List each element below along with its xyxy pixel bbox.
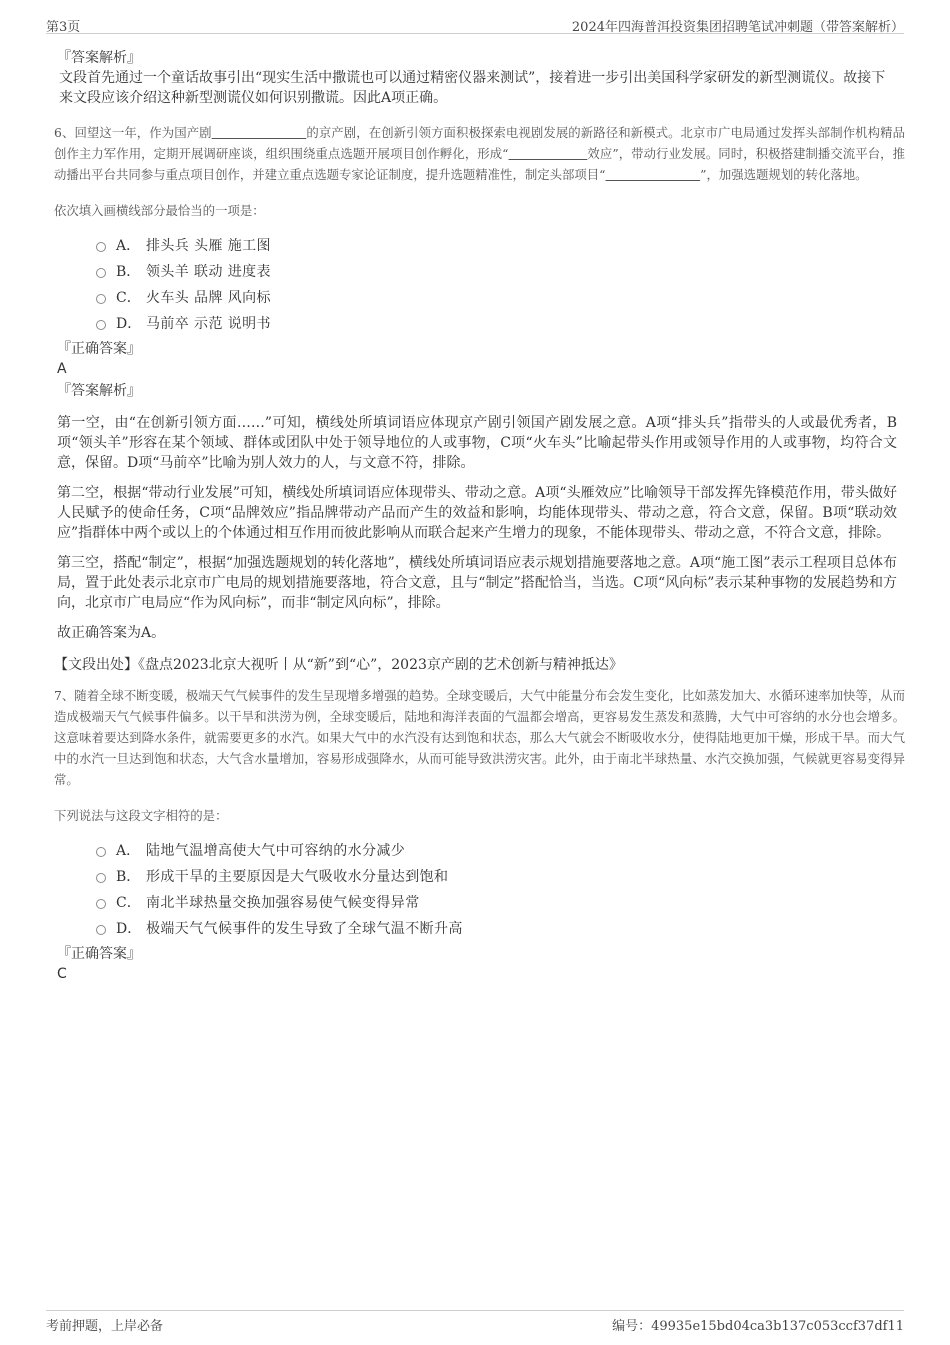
document-title: 2024年四海普洱投资集团招聘笔试冲刺题（带答案解析） bbox=[571, 20, 904, 35]
analysis-label: 『答案解析』 bbox=[57, 50, 141, 66]
option-d[interactable]: D． 极端天气气候事件的发生导致了全球气温不断升高 bbox=[96, 918, 897, 944]
question-6-stem: 6、回望这一年，作为国产剧 的京产剧，在创新引领方面积极探索电视剧发展的新路径和新模式。北京市广电局通过发挥头部制作机构精品创作主力军作用，定期开展调研座谈，组织围绕重点选题开展项目创作孵化，形成“ 效应”，带动行业发展。同时，积极搭建制播交流平台，推动播出平台共同参与重点项目创作，并建立重点选题专家论证制度，提升选题精准性，制定头部项目“ ”，加强选题规划的转化落地。 bbox=[54, 125, 905, 182]
correct-answer: C bbox=[57, 966, 67, 982]
analysis-paragraph-1: 第一空，由“在创新引领方面……”可知，横线处所填词语应体现京产剧引领国产剧发展之意。A项“排头兵”指带头的人或最优秀者，B项“领头羊”形容在某个领域、群体或团队中处于领导地位的人或事物，C项“火车头”比喻起带头作用或领导作用的人或事物，均符合文意，保留。D项“马前卒”比喻为别人效力的人，与文意不符，排除。 bbox=[57, 415, 897, 471]
document-code: 编号：49935e15bd04ca3b137c053ccf37df11 bbox=[612, 1319, 904, 1334]
analysis-paragraph-3: 第三空，搭配“制定”，根据“加强选题规划的转化落地”，横线处所填词语应表示规划措施要落地之意。A项“施工图”表示工程项目总体布局，置于此处表示北京市广电局的规划措施要落地，符合文意，且与“制定”搭配恰当，当选。C项“风向标”表示某种事物的发展趋势和方向，北京市广电局应“作为风向标”，而非“制定风向标”，排除。 bbox=[57, 555, 897, 611]
page-content bbox=[54, 48, 905, 984]
blank-2 bbox=[509, 146, 588, 161]
analysis-text: 文段首先通过一个童话故事引出“现实生活中撒谎也可以通过精密仪器来测试”，接着进一步引出美国科学家研发的新型测谎仪。故接下来文段应该介绍这种新型测谎仪如何识别撒谎。因此A项正确。 bbox=[59, 70, 886, 106]
page-number: 第3页 bbox=[46, 20, 81, 35]
option-b[interactable]: B． 形成干旱的主要原因是大气吸收水分量达到饱和 bbox=[96, 866, 897, 892]
question-7-options bbox=[96, 840, 897, 944]
radio-icon[interactable] bbox=[96, 847, 106, 857]
option-c[interactable]: C． 南北半球热量交换加强容易使气候变得异常 bbox=[96, 892, 897, 918]
radio-icon[interactable] bbox=[96, 294, 106, 304]
radio-icon[interactable] bbox=[96, 873, 106, 883]
question-6-options bbox=[96, 235, 897, 339]
correct-answer-label: 『正确答案』 bbox=[57, 946, 141, 962]
question-7-stem: 7、随着全球不断变暖，极端天气气候事件的发生呈现增多增强的趋势。全球变暖后，大气中能量分布会发生变化，比如蒸发加大、水循环速率加快等，从而造成极端天气气候事件偏多。以干旱和洪涝为例，全球变暖后，陆地和海洋表面的气温都会增高，更容易发生蒸发和蒸腾，大气中可容纳的水分也会增多。这意味着要达到降水条件，就需要更多的水汽。如果大气中的水汽没有达到饱和状态，那么大气就会不断吸收水分，使得陆地更加干燥，形成干旱。而大气中的水汽一旦达到饱和状态，大气含水量增加，容易形成强降水，从而可能导致洪涝灾害。此外，由于南北半球热量、水汽交换加强，气候就更容易变得异常。 bbox=[54, 688, 905, 787]
radio-icon[interactable] bbox=[96, 925, 106, 935]
radio-icon[interactable] bbox=[96, 242, 106, 252]
radio-icon[interactable] bbox=[96, 268, 106, 278]
option-d[interactable]: D． 马前卒 示范 说明书 bbox=[96, 313, 897, 339]
option-a[interactable]: A． 排头兵 头雁 施工图 bbox=[96, 235, 897, 261]
question-6-prompt: 依次填入画横线部分最恰当的一项是： bbox=[54, 203, 265, 218]
analysis-conclusion: 故正确答案为A。 bbox=[57, 625, 166, 641]
radio-icon[interactable] bbox=[96, 320, 106, 330]
correct-answer-label: 『正确答案』 bbox=[57, 341, 141, 357]
page-header bbox=[46, 14, 904, 34]
option-b[interactable]: B． 领头羊 联动 进度表 bbox=[96, 261, 897, 287]
analysis-label: 『答案解析』 bbox=[57, 383, 141, 399]
option-c[interactable]: C． 火车头 品牌 风向标 bbox=[96, 287, 897, 313]
footer-slogan: 考前押题，上岸必备 bbox=[46, 1319, 164, 1334]
radio-icon[interactable] bbox=[96, 899, 106, 909]
analysis-paragraph-2: 第二空，根据“带动行业发展”可知，横线处所填词语应体现带头、带动之意。A项“头雁效应”比喻领导干部发挥先锋模范作用，带头做好人民赋予的使命任务，C项“品牌效应”指品牌带动产品而产生的效益和影响，均能体现带头、带动之意，符合文意，保留。B项“联动效应”指群体中两个或以上的个体通过相互作用而彼此影响从而联合起来产生增力的现象，不能体现带头、带动之意，不符合文意，排除。 bbox=[57, 485, 897, 541]
blank-3 bbox=[606, 167, 701, 182]
source-citation: 【文段出处】《盘点2023北京大视听丨从“新”到“心”，2023京产剧的艺术创新与精神抵达》 bbox=[54, 657, 623, 673]
page-footer bbox=[46, 1310, 904, 1334]
option-a[interactable]: A． 陆地气温增高使大气中可容纳的水分减少 bbox=[96, 840, 897, 866]
correct-answer: A bbox=[57, 361, 67, 377]
blank-1 bbox=[212, 125, 307, 140]
question-7-prompt: 下列说法与这段文字相符的是： bbox=[54, 808, 228, 823]
